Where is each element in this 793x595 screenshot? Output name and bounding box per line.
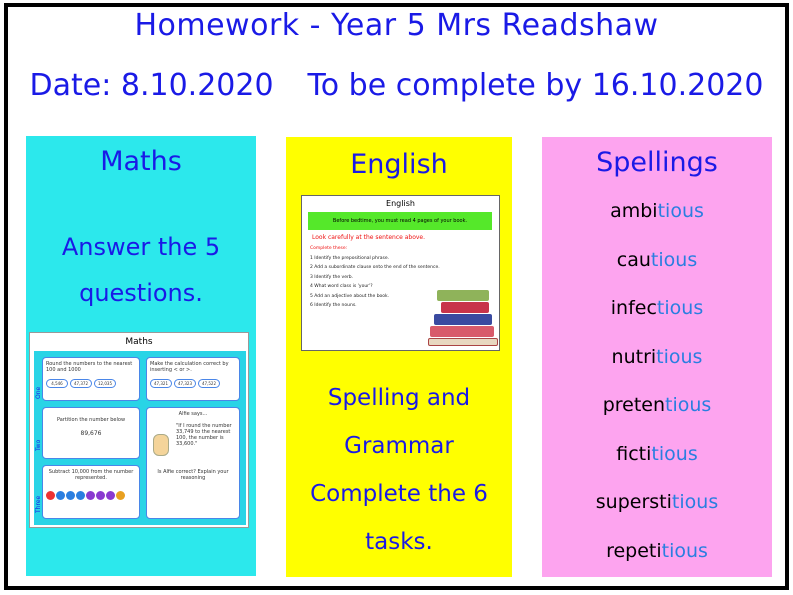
q1-values: 4,546 47,372 12,035 [46, 379, 136, 388]
maths-question-four: Make the calculation correct by inserting < or >. 47,321 47,323 47,522 [146, 357, 240, 401]
spelling-word: fictitious [616, 442, 698, 465]
maths-thumb-body [34, 351, 246, 525]
label-two: Two [35, 439, 42, 451]
spellings-panel [542, 137, 772, 577]
spelling-word: cautious [616, 248, 698, 271]
english-line-1: Spelling and [327, 385, 471, 411]
maths-question-one: Round the numbers to the nearest 100 and 1000 4,546 47,372 12,035 [42, 357, 140, 401]
english-line-2: Grammar [344, 433, 454, 459]
english-line-4: tasks. [365, 529, 433, 555]
spelling-word: ambitious [610, 200, 704, 222]
maths-question-two: Partition the number below 89,676 [42, 407, 140, 459]
alfie-face-icon [153, 434, 169, 456]
maths-title: Maths [100, 146, 182, 177]
maths-instructions [26, 224, 256, 316]
q4-values: 47,321 47,323 47,522 [150, 379, 236, 388]
english-worksheet-thumbnail[interactable] [301, 195, 500, 351]
english-thumb-title: English [386, 199, 415, 208]
spellings-title: Spellings [596, 147, 718, 178]
spelling-word: superstitious [595, 491, 719, 513]
maths-question-five: Alfie says... "If I round the number 33,749 to the nearest 100, the number is 33,600." Is Alfie correct? Explain your reasoning [146, 407, 240, 519]
label-three: Three [35, 495, 42, 513]
maths-thumb-title: Maths [125, 337, 153, 347]
spelling-word: pretentious [602, 394, 712, 416]
label-one: One [35, 386, 42, 399]
english-thumb-tasks: Complete these: 1 Identify the prepositional phrase. 2 Add a subordinate clause onto the end of the sentence. 3 Identify the verb. 4 What word class is 'your'? 5 Add an adjective about the book. 6 Identify the nouns. [310, 246, 440, 308]
maths-line-1: Answer the 5 [61, 233, 221, 261]
set-date: Date: 8.10.2020 [29, 68, 274, 103]
counters-icon [46, 491, 136, 502]
maths-panel [26, 136, 256, 576]
english-line-3: Complete the 6 [310, 481, 488, 507]
spellings-list [542, 199, 772, 587]
spelling-word: nutritious [611, 345, 703, 368]
spelling-word: infectious [610, 297, 704, 319]
maths-worksheet-thumbnail[interactable] [29, 332, 249, 528]
maths-line-2: questions. [79, 279, 203, 307]
english-thumb-sentence: Before bedtime, you must read 4 pages of your book. [308, 212, 492, 230]
english-title: English [350, 149, 448, 180]
english-thumb-prompt: Look carefully at the sentence above. [312, 234, 426, 241]
spelling-word: repetitious [606, 539, 708, 562]
english-panel [286, 137, 512, 577]
maths-question-three: Subtract 10,000 from the number represented. [42, 465, 140, 519]
date-line [0, 68, 793, 103]
due-date: To be complete by 16.10.2020 [307, 68, 764, 103]
page-title: Homework - Year 5 Mrs Readshaw [134, 8, 659, 43]
